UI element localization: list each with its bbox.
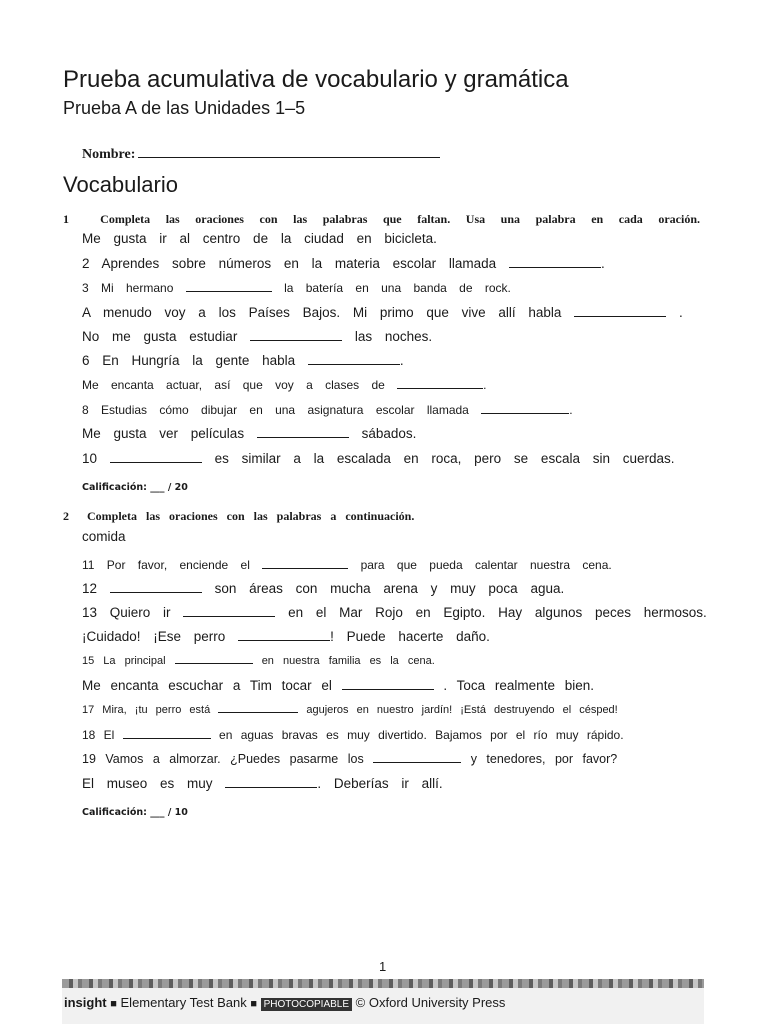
answer-blank[interactable] (218, 702, 298, 713)
answer-blank[interactable] (342, 677, 434, 690)
answer-blank[interactable] (110, 580, 202, 593)
page-number: 1 (379, 959, 387, 974)
word-box: comida (82, 529, 126, 544)
name-label: Nombre: (82, 147, 136, 162)
footer (64, 995, 505, 1010)
answer-blank[interactable] (373, 750, 461, 763)
exercise-1-line: 10 es similar a la escalada en roca, pero se escala sin cuerdas. (82, 451, 675, 466)
answer-blank[interactable] (481, 401, 569, 414)
name-blank[interactable] (138, 143, 440, 158)
exercise-2-line: 11 Por favor, enciende el para que pueda calentar nuestra cena. (82, 558, 612, 572)
answer-blank[interactable] (186, 279, 272, 292)
square-bullet-icon: ■ (250, 998, 258, 1010)
answer-blank[interactable] (175, 653, 253, 664)
section-title: Vocabulario (63, 172, 178, 197)
exercise-1-line: 2 Aprendes sobre números en la materia escolar llamada . (82, 256, 605, 271)
answer-blank[interactable] (574, 304, 666, 317)
exercise-1-line: Me encanta actuar, así que voy a clases de . (82, 378, 487, 392)
exercise-1-instruction (63, 212, 700, 227)
score-label: Calificación: ___ / 20 (82, 482, 188, 493)
exercise-2-line: 17 Mira, ¡tu perro está agujeros en nuestro jardín! ¡Está destruyendo el césped! (82, 704, 618, 716)
exercise-2-line: ¡Cuidado! ¡Ese perro ! Puede hacerte daño. (82, 629, 490, 644)
exercise-number: 1 (63, 212, 69, 226)
answer-blank[interactable] (257, 425, 349, 438)
page-subtitle: Prueba A de las Unidades 1–5 (63, 98, 306, 118)
exercise-2-line: Me encanta escuchar a Tim tocar el . Toca realmente bien. (82, 678, 594, 693)
exercise-2-line: 13 Quiero ir en el Mar Rojo en Egipto. Hay algunos peces hermosos. (82, 605, 707, 620)
exercise-1-line: A menudo voy a los Países Bajos. Mi primo que vive allí habla . (82, 305, 683, 320)
name-field (82, 143, 440, 163)
answer-blank[interactable] (123, 726, 211, 739)
answer-blank[interactable] (225, 775, 317, 788)
footer-brand: insight (64, 995, 107, 1010)
answer-blank[interactable] (262, 556, 348, 569)
exercise-2-line: 18 El en aguas bravas es muy divertido. Bajamos por el río muy rápido. (82, 728, 624, 742)
footer-copyright: © Oxford University Press (355, 995, 506, 1010)
photocopiable-badge: PHOTOCOPIABLE (261, 998, 352, 1011)
answer-blank[interactable] (250, 328, 342, 341)
exercise-1-line: 3 Mi hermano la batería en una banda de rock. (82, 281, 511, 295)
answer-blank[interactable] (183, 604, 275, 617)
exercise-1-line: 6 En Hungría la gente habla . (82, 353, 404, 368)
footer-decorative-band (62, 979, 704, 988)
answer-blank[interactable] (397, 376, 483, 389)
page-title: Prueba acumulativa de vocabulario y gramática (63, 66, 569, 93)
exercise-1-line: No me gusta estudiar las noches. (82, 329, 433, 344)
exercise-2-line: El museo es muy . Deberías ir allí. (82, 776, 443, 791)
instruction-text: Completa las oraciones con las palabras a continuación. (87, 509, 415, 523)
exercise-1-line: Me gusta ir al centro de la ciudad en bicicleta. (82, 231, 437, 246)
answer-blank[interactable] (509, 255, 601, 268)
answer-blank[interactable] (110, 450, 202, 463)
exercise-2-instruction (63, 509, 414, 524)
exercise-2-line: 19 Vamos a almorzar. ¿Puedes pasarme los y tenedores, por favor? (82, 752, 618, 766)
instruction-text: Completa las oraciones con las palabras que faltan. Usa una palabra en cada oración. (100, 212, 701, 226)
exercise-2-line: 15 La principal en nuestra familia es la cena. (82, 655, 435, 667)
square-bullet-icon: ■ (110, 998, 117, 1010)
exercise-number: 2 (63, 509, 69, 523)
exercise-1-line: Me gusta ver películas sábados. (82, 426, 417, 441)
exercise-1-line: 8 Estudias cómo dibujar en una asignatura escolar llamada . (82, 403, 573, 417)
exercise-2-line: 12 son áreas con mucha arena y muy poca agua. (82, 581, 565, 596)
score-label: Calificación: ___ / 10 (82, 807, 188, 818)
footer-bank: Elementary Test Bank (120, 995, 247, 1010)
answer-blank[interactable] (308, 352, 400, 365)
answer-blank[interactable] (238, 628, 330, 641)
